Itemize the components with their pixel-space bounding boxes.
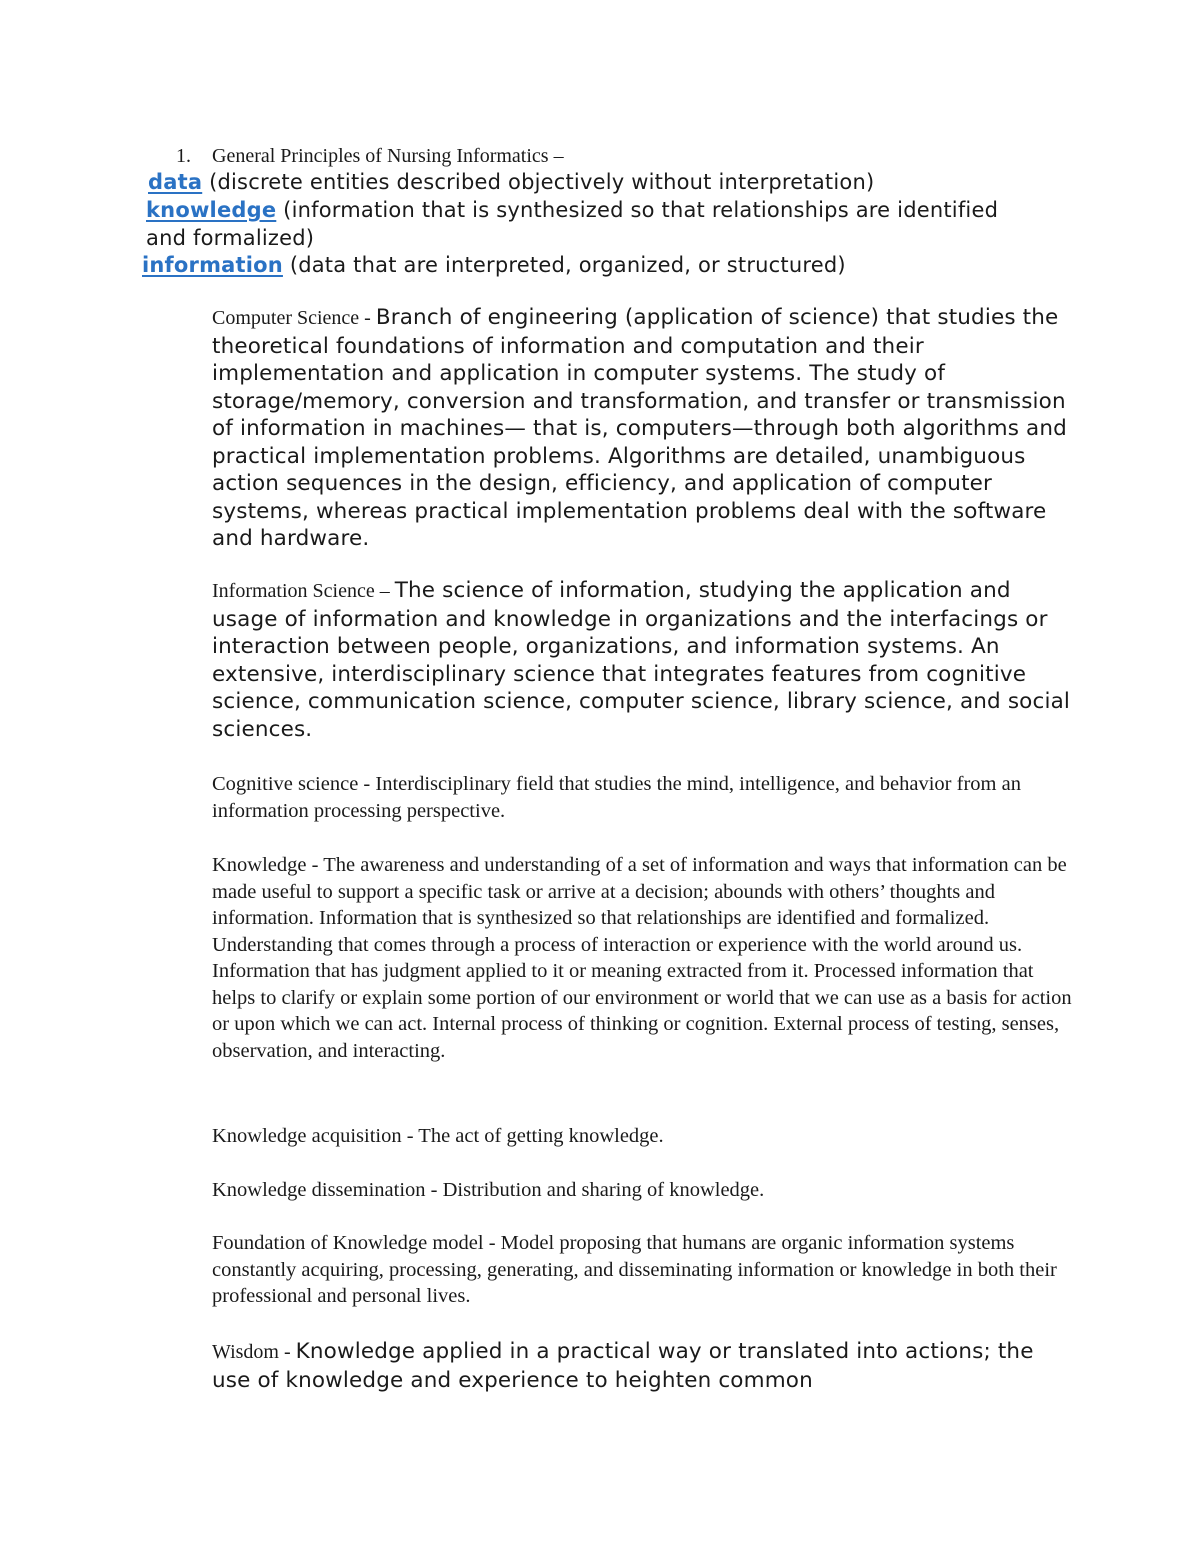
entry-description: The science of information, studying the application and usage of information and knowledge in organizations and the interfacings or interaction between people, organizations, and information systems. An extensive, interdisciplinary science that integrates features from cognitive science, communication science, computer science, library science, and social sciences.	[212, 578, 1071, 742]
entry-description: Knowledge applied in a practical way or translated into actions; the use of knowledge and experience to heighten common	[212, 1339, 1034, 1393]
entry-label: Knowledge dissemination -	[212, 1179, 443, 1201]
term-knowledge-link[interactable]: knowledge	[146, 198, 277, 222]
section-heading-text: General Principles of Nursing Informatics –	[212, 145, 564, 167]
entry-information-science	[212, 577, 1072, 743]
entry-cognitive-science	[212, 771, 1072, 824]
entry-label: Cognitive science -	[212, 773, 376, 795]
definition-data-text: (discrete entities described objectively without interpretation)	[202, 170, 875, 194]
entry-description: The act of getting knowledge.	[418, 1125, 664, 1147]
entry-wisdom	[212, 1338, 1072, 1394]
definition-knowledge	[146, 196, 1006, 252]
section-heading	[176, 143, 1076, 170]
entry-description: Branch of engineering (application of science) that studies the theoretical foundations of information and computation and their implementation and application in computer systems. The study of storage/memory, conversion and transformation, and transfer or transmission of information in machines— that is, computers—through both algorithms and practical implementation problems. Algorithms are detailed, unambiguous action sequences in the design, efficiency, and application of computer systems, whereas practical implementation problems deal with the software and hardware.	[212, 305, 1067, 551]
definition-knowledge-text: (information that is synthesized so that relationships are identified and formalized)	[146, 198, 999, 250]
entry-description: Interdisciplinary field that studies the mind, intelligence, and behavior from an information processing perspective.	[212, 773, 1021, 822]
entry-label: Foundation of Knowledge model -	[212, 1232, 501, 1254]
definition-information	[142, 251, 1142, 279]
entry-description: Distribution and sharing of knowledge.	[442, 1179, 765, 1201]
entry-label: Wisdom -	[212, 1341, 296, 1363]
entry-knowledge-dissemination	[212, 1177, 1072, 1204]
term-data-link[interactable]: data	[148, 170, 203, 194]
definition-data	[148, 168, 1148, 196]
entry-label: Knowledge -	[212, 854, 324, 876]
entry-label: Information Science –	[212, 580, 395, 602]
definition-information-text: (data that are interpreted, organized, or structured)	[282, 253, 846, 277]
term-information-link[interactable]: information	[142, 253, 283, 277]
entry-description: The awareness and understanding of a set of information and ways that information can be made useful to support a specific task or arrive at a decision; abounds with others’ thoughts and information. Information that is synthesized so that relationships are identified and formalized. Understanding that comes through a process of interaction or experience with the world around us. Information that has judgment applied to it or meaning extracted from it. Processed information that helps to clarify or explain some portion of our environment or world that we can use as a basis for action or upon which we can act. Internal process of thinking or cognition. External process of testing, senses, observation, and interacting.	[212, 854, 1072, 1062]
entry-label: Computer Science -	[212, 307, 376, 329]
entry-foundation-of-knowledge-model	[212, 1230, 1072, 1310]
entry-computer-science	[212, 304, 1072, 553]
list-number: 1.	[176, 145, 191, 167]
entry-description: Model proposing that humans are organic information systems constantly acquiring, processing, generating, and disseminating information or knowledge in both their professional and personal lives.	[212, 1232, 1057, 1307]
entry-knowledge-acquisition	[212, 1123, 1072, 1150]
entry-label: Knowledge acquisition -	[212, 1125, 419, 1147]
entry-knowledge	[212, 852, 1072, 1064]
